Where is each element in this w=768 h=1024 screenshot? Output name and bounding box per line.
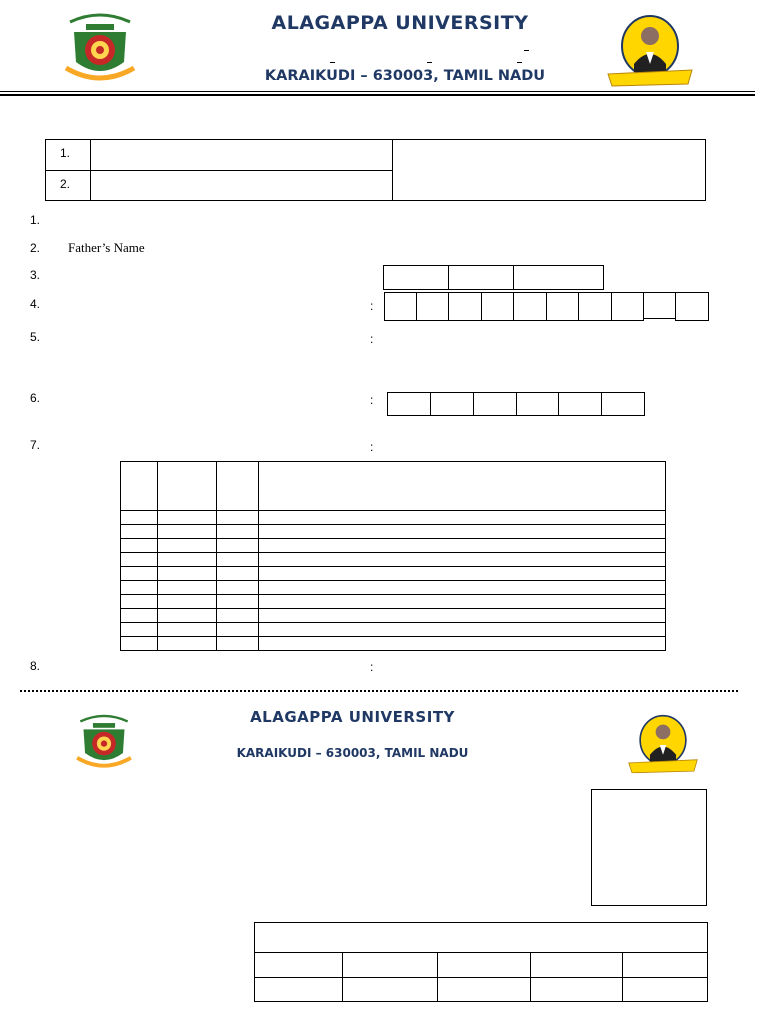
table-row-divider [120, 510, 666, 511]
lower-table-col-divider [342, 952, 343, 1002]
university-address: KARAIKUDI – 630003, TAMIL NADU [264, 68, 546, 84]
header-dash-3 [517, 62, 522, 63]
lower-table-row-divider [254, 977, 708, 978]
item-6-boxes [387, 392, 645, 416]
header-rule-bottom [0, 94, 755, 96]
item-4-box[interactable] [643, 292, 676, 319]
lower-table-row-divider [254, 952, 708, 953]
item-4-box[interactable] [675, 292, 709, 321]
item-6-number: 6. [30, 391, 41, 405]
header-dash-2 [427, 62, 432, 63]
item-4-box[interactable] [481, 292, 514, 321]
table-row-divider [120, 566, 666, 567]
table-row-divider [120, 608, 666, 609]
lower-table-col-divider [622, 952, 623, 1002]
top-box-row2-number: 2. [60, 177, 71, 191]
item-4-box[interactable] [416, 292, 449, 321]
item-3-box-1[interactable] [383, 265, 449, 290]
item-4-digit-boxes [384, 292, 709, 321]
item-6-box[interactable] [387, 392, 431, 416]
header-dash-1 [330, 62, 335, 63]
item-4-box[interactable] [448, 292, 482, 321]
table-row-divider [120, 580, 666, 581]
item-3-number: 3. [30, 268, 41, 282]
item-4-box[interactable] [513, 292, 547, 321]
item-2-label: Father’s Name [68, 240, 145, 255]
item-3-box-3[interactable] [513, 265, 604, 290]
lower-table-col-divider [437, 952, 438, 1002]
item-6-colon: : [370, 393, 374, 407]
item-8-number: 8. [30, 659, 41, 673]
tear-off-dotted-line [20, 690, 738, 692]
photo-box [591, 789, 707, 906]
item-8-colon: : [370, 660, 374, 674]
table-row-divider [120, 636, 666, 637]
top-box-row1-number: 1. [60, 146, 71, 160]
item-4-box[interactable] [611, 292, 644, 321]
university-emblem-logo-small [70, 712, 138, 772]
item-6-box[interactable] [601, 392, 645, 416]
header-rule-top [0, 91, 755, 92]
table-row-divider [120, 552, 666, 553]
lower-table-col-divider [530, 952, 531, 1002]
item-1-number: 1. [30, 213, 41, 227]
item-6-box[interactable] [430, 392, 474, 416]
item-4-box[interactable] [578, 292, 612, 321]
table-row-divider [120, 538, 666, 539]
footer-university-name: ALAGAPPA UNIVERSITY [250, 708, 455, 726]
item-2-number: 2. [30, 241, 41, 255]
item-4-colon: : [370, 299, 374, 313]
university-emblem-logo [60, 10, 140, 86]
item-7-number: 7. [30, 438, 41, 452]
founder-portrait-badge-small [624, 714, 702, 776]
item-6-box[interactable] [473, 392, 517, 416]
item-5-number: 5. [30, 330, 41, 344]
footer-university-address: KARAIKUDI – 630003, TAMIL NADU [236, 746, 469, 760]
table-row-divider [120, 622, 666, 623]
item-4-box[interactable] [384, 292, 417, 321]
founder-portrait-badge [604, 14, 696, 90]
item-6-box[interactable] [516, 392, 559, 416]
lower-table [254, 922, 708, 1002]
university-name: ALAGAPPA UNIVERSITY [271, 12, 529, 34]
table-row-divider [120, 524, 666, 525]
header-dash-4 [524, 50, 529, 51]
item-7-colon: : [370, 440, 374, 454]
top-box-row-divider [45, 170, 393, 171]
item-3-box-2[interactable] [448, 265, 514, 290]
item-6-box[interactable] [558, 392, 602, 416]
item-4-number: 4. [30, 297, 41, 311]
item-4-box[interactable] [546, 292, 579, 321]
item-5-colon: : [370, 332, 374, 346]
table-row-divider [120, 594, 666, 595]
